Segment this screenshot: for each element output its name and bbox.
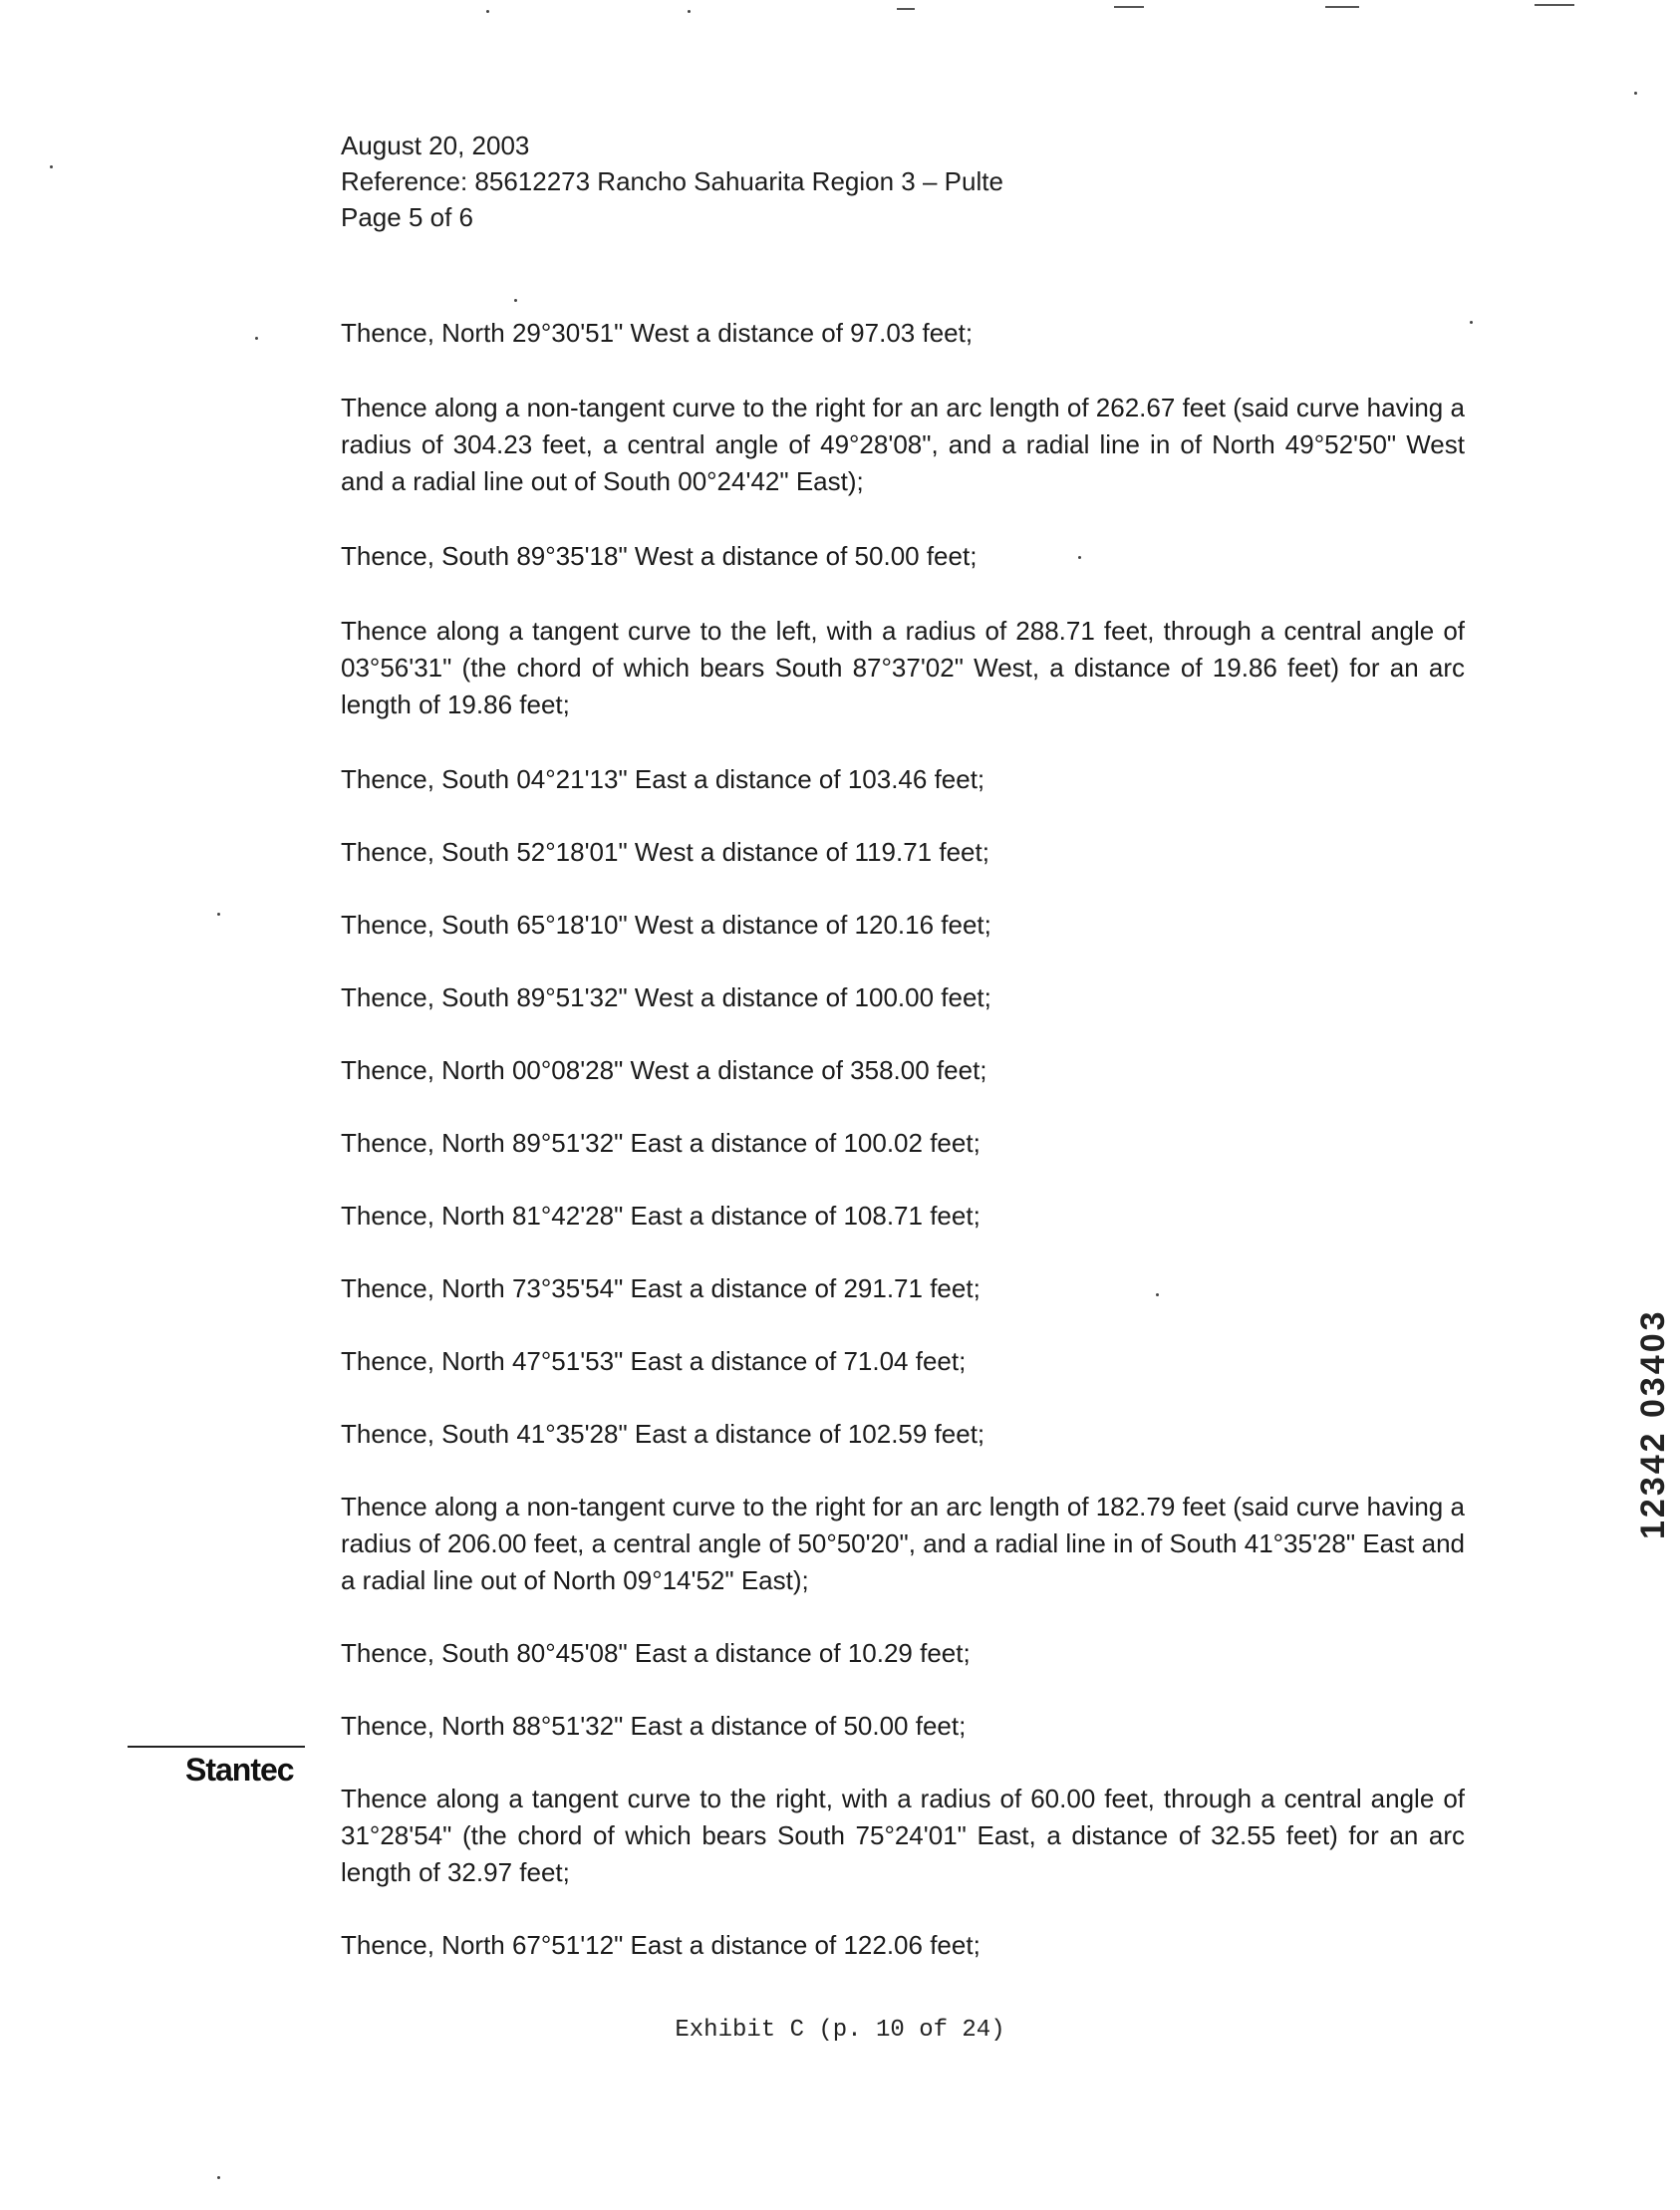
scan-artifact: [1470, 321, 1473, 324]
recording-stamp-number: 12342 03403: [1634, 1308, 1672, 1539]
scan-artifact: [1114, 6, 1144, 8]
scan-artifact: [486, 10, 489, 13]
scan-artifact: [514, 299, 517, 302]
course-paragraph: Thence, North 47°51'53" East a distance of 71.04 feet;: [341, 1346, 967, 1376]
scan-artifact: [1535, 4, 1574, 6]
header-date: August 20, 2003: [341, 131, 530, 160]
scan-artifact: [50, 165, 53, 168]
curve-paragraph: Thence along a tangent curve to the left, with a radius of 288.71 feet, through a central angle of 03°56'31" (the chord of which bears South 87°37'02" West, a distance of 19.86 feet) for an arc length of 19.86 feet;: [341, 616, 1465, 719]
scan-artifact: [1325, 6, 1359, 8]
course-paragraph: Thence, South 04°21'13" East a distance of 103.46 feet;: [341, 764, 985, 794]
letter-header: [341, 128, 1437, 235]
curve-paragraph: Thence along a non-tangent curve to the right for an arc length of 182.79 feet (said curve having a radius of 206.00 feet, a central angle of 50°50'20", and a radial line in of South 41°35'28" East and a radial line out of North 09°14'52" East);: [341, 1492, 1465, 1595]
scan-artifact: [255, 337, 258, 340]
course-paragraph: Thence, South 89°35'18" West a distance of 50.00 feet;: [341, 541, 978, 571]
curve-paragraph: Thence along a tangent curve to the right, with a radius of 60.00 feet, through a central angle of 31°28'54" (the chord of which bears South 75°24'01" East, a distance of 32.55 feet) for an arc length of 32.97 feet;: [341, 1784, 1465, 1887]
scan-artifact: [217, 2176, 220, 2179]
logo-rule: [128, 1746, 305, 1748]
course-paragraph: Thence, South 65°18'10" West a distance of 120.16 feet;: [341, 910, 991, 940]
course-paragraph: Thence, North 73°35'54" East a distance of 291.71 feet;: [341, 1273, 980, 1303]
course-paragraph: Thence, North 00°08'28" West a distance of 358.00 feet;: [341, 1055, 987, 1085]
course-paragraph: Thence, North 29°30'51" West a distance of 97.03 feet;: [341, 318, 974, 348]
header-reference: Reference: 85612273 Rancho Sahuarita Region 3 – Pulte: [341, 166, 1003, 196]
course-paragraph: Thence, South 41°35'28" East a distance of 102.59 feet;: [341, 1419, 985, 1449]
course-paragraph: Thence, North 81°42'28" East a distance of 108.71 feet;: [341, 1201, 980, 1231]
stantec-logo: Stantec: [185, 1752, 294, 1788]
course-paragraph: Thence, North 88°51'32" East a distance of 50.00 feet;: [341, 1711, 967, 1741]
scan-artifact: [1634, 92, 1637, 95]
course-paragraph: Thence, South 80°45'08" East a distance of 10.29 feet;: [341, 1638, 971, 1668]
course-paragraph: Thence, North 67°51'12" East a distance of 122.06 feet;: [341, 1930, 980, 1960]
scan-artifact: [217, 913, 220, 916]
header-page-number: Page 5 of 6: [341, 202, 473, 232]
scan-artifact: [688, 10, 691, 13]
scan-artifact: [897, 8, 915, 10]
course-paragraph: Thence, North 89°51'32" East a distance of 100.02 feet;: [341, 1128, 980, 1158]
course-paragraph: Thence, South 89°51'32" West a distance of 100.00 feet;: [341, 982, 991, 1012]
recording-stamp: [1634, 1181, 1674, 1539]
exhibit-footer: Exhibit C (p. 10 of 24): [675, 2017, 1005, 2044]
course-paragraph: Thence, South 52°18'01" West a distance of 119.71 feet;: [341, 837, 989, 867]
curve-paragraph: Thence along a non-tangent curve to the right for an arc length of 262.67 feet (said curve having a radius of 304.23 feet, a central angle of 49°28'08", and a radial line in of North 49°52'50" West and a radial line out of South 00°24'42" East);: [341, 393, 1465, 496]
legal-description-body: [341, 315, 1465, 1964]
